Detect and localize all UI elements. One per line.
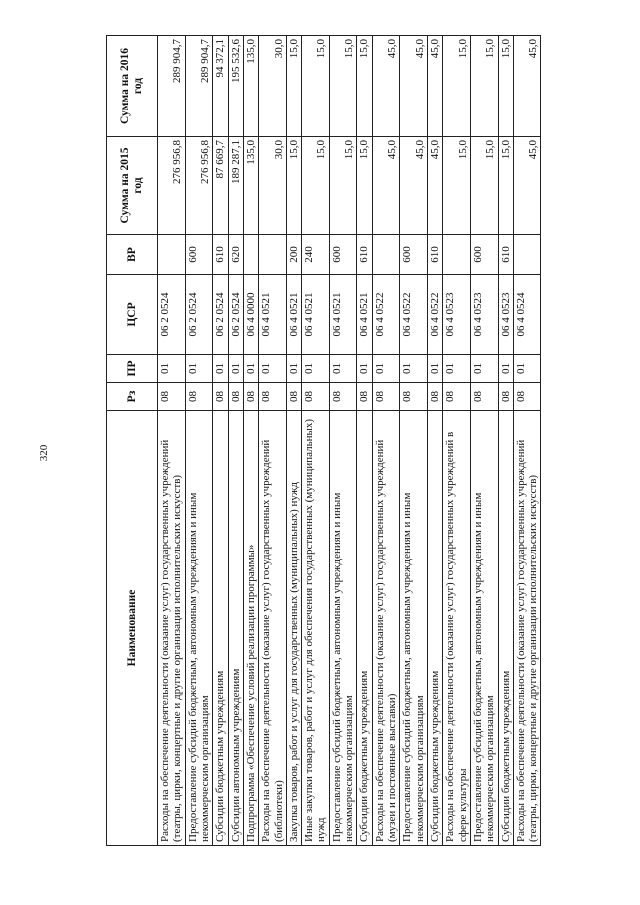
cell-pr: 01 <box>513 355 541 383</box>
cell-pr: 01 <box>498 355 513 383</box>
cell-csr: 06 2 0524 <box>213 275 228 355</box>
cell-rz: 08 <box>513 383 541 411</box>
cell-sum-2016: 30,0 <box>259 36 287 137</box>
table-row <box>286 36 301 846</box>
table-row <box>185 36 213 846</box>
cell-rz: 08 <box>443 383 471 411</box>
cell-csr: 06 4 0521 <box>259 275 287 355</box>
cell-pr: 01 <box>286 355 301 383</box>
cell-vr: 240 <box>302 235 330 275</box>
cell-csr: 06 4 0523 <box>498 275 513 355</box>
cell-sum-2016: 45,0 <box>427 36 442 137</box>
cell-rz: 08 <box>286 383 301 411</box>
cell-csr: 06 4 0521 <box>286 275 301 355</box>
header-pr: ПР <box>107 355 158 383</box>
cell-sum-2016: 289 904,7 <box>185 36 213 137</box>
cell-pr: 01 <box>243 355 258 383</box>
cell-sum-2015: 15,0 <box>443 137 471 235</box>
table-row <box>259 36 287 846</box>
cell-pr: 01 <box>228 355 243 383</box>
table-row <box>513 36 541 846</box>
cell-pr: 01 <box>329 355 357 383</box>
cell-sum-2015: 87 669,7 <box>213 137 228 235</box>
cell-pr: 01 <box>158 355 186 383</box>
cell-sum-2016: 135,0 <box>243 36 258 137</box>
cell-vr: 610 <box>498 235 513 275</box>
cell-name: Субсидии бюджетным учреждениям <box>427 411 442 846</box>
cell-name: Расходы на обеспечение деятельности (оказание услуг) государственных учреждений (музеи и постоянные выставки) <box>372 411 400 846</box>
cell-pr: 01 <box>357 355 372 383</box>
rotated-page <box>106 36 541 846</box>
cell-sum-2015: 15,0 <box>329 137 357 235</box>
cell-name: Подпрограмма «Обеспечение условий реализации программы» <box>243 411 258 846</box>
cell-sum-2015: 189 287,1 <box>228 137 243 235</box>
table-body <box>158 36 541 846</box>
cell-csr: 06 4 0523 <box>443 275 471 355</box>
cell-pr: 01 <box>427 355 442 383</box>
cell-sum-2015: 45,0 <box>372 137 400 235</box>
cell-csr: 06 4 0521 <box>357 275 372 355</box>
table-row <box>470 36 498 846</box>
cell-rz: 08 <box>243 383 258 411</box>
cell-sum-2015: 15,0 <box>470 137 498 235</box>
cell-sum-2016: 94 372,1 <box>213 36 228 137</box>
cell-name: Предоставление субсидий бюджетным, автономным учреждениям и иным некоммерческим организациям <box>185 411 213 846</box>
page-number: 320 <box>38 444 50 462</box>
cell-csr: 06 4 0522 <box>400 275 428 355</box>
cell-csr: 06 2 0524 <box>228 275 243 355</box>
table-row <box>329 36 357 846</box>
header-rz: Рз <box>107 383 158 411</box>
table-row <box>243 36 258 846</box>
cell-rz: 08 <box>357 383 372 411</box>
cell-name: Предоставление субсидий бюджетным, автономным учреждениям и иным некоммерческим организациям <box>400 411 428 846</box>
cell-vr: 600 <box>329 235 357 275</box>
cell-sum-2016: 45,0 <box>400 36 428 137</box>
cell-name: Закупка товаров, работ и услуг для государственных (муниципальных) нужд <box>286 411 301 846</box>
header-vr: ВР <box>107 235 158 275</box>
table-row <box>302 36 330 846</box>
table-row <box>372 36 400 846</box>
cell-name: Расходы на обеспечение деятельности (оказание услуг) государственных учреждений (театры, цирки, концертные и другие организации исполнительских искусств) <box>513 411 541 846</box>
cell-pr: 01 <box>213 355 228 383</box>
cell-rz: 08 <box>427 383 442 411</box>
table-row <box>427 36 442 846</box>
cell-vr: 610 <box>427 235 442 275</box>
cell-vr <box>372 235 400 275</box>
cell-sum-2016: 289 904,7 <box>158 36 186 137</box>
table-row <box>213 36 228 846</box>
cell-vr: 610 <box>357 235 372 275</box>
cell-sum-2016: 15,0 <box>302 36 330 137</box>
cell-pr: 01 <box>470 355 498 383</box>
cell-name: Предоставление субсидий бюджетным, автономным учреждениям и иным некоммерческим организациям <box>329 411 357 846</box>
cell-sum-2016: 45,0 <box>513 36 541 137</box>
header-csr: ЦСР <box>107 275 158 355</box>
cell-name: Субсидии бюджетным учреждениям <box>498 411 513 846</box>
cell-vr <box>443 235 471 275</box>
cell-csr: 06 4 0521 <box>329 275 357 355</box>
cell-csr: 06 4 0522 <box>372 275 400 355</box>
cell-pr: 01 <box>400 355 428 383</box>
cell-pr: 01 <box>259 355 287 383</box>
cell-sum-2016: 15,0 <box>443 36 471 137</box>
cell-rz: 08 <box>372 383 400 411</box>
cell-name: Субсидии бюджетным учреждениям <box>357 411 372 846</box>
cell-vr <box>243 235 258 275</box>
cell-name: Расходы на обеспечение деятельности (оказание услуг) государственных учреждений в сфере культуры <box>443 411 471 846</box>
cell-pr: 01 <box>185 355 213 383</box>
table-row <box>357 36 372 846</box>
cell-rz: 08 <box>259 383 287 411</box>
cell-sum-2016: 45,0 <box>372 36 400 137</box>
cell-sum-2015: 45,0 <box>427 137 442 235</box>
cell-pr: 01 <box>302 355 330 383</box>
cell-rz: 08 <box>185 383 213 411</box>
cell-sum-2016: 15,0 <box>498 36 513 137</box>
cell-sum-2016: 15,0 <box>286 36 301 137</box>
cell-csr: 06 2 0524 <box>185 275 213 355</box>
header-sum-2016: Сумма на 2016 год <box>107 36 158 137</box>
cell-sum-2015: 135,0 <box>243 137 258 235</box>
cell-name: Иные закупки товаров, работ и услуг для обеспечения государственных (муниципальных) нужд <box>302 411 330 846</box>
cell-csr: 06 4 0521 <box>302 275 330 355</box>
cell-rz: 08 <box>158 383 186 411</box>
cell-name: Субсидии бюджетным учреждениям <box>213 411 228 846</box>
cell-sum-2016: 15,0 <box>357 36 372 137</box>
cell-vr: 610 <box>213 235 228 275</box>
cell-sum-2015: 30,0 <box>259 137 287 235</box>
header-name: Наименование <box>107 411 158 846</box>
table-row <box>400 36 428 846</box>
cell-sum-2015: 15,0 <box>286 137 301 235</box>
header-sum-2015: Сумма на 2015 год <box>107 137 158 235</box>
cell-vr: 620 <box>228 235 243 275</box>
cell-rz: 08 <box>329 383 357 411</box>
cell-rz: 08 <box>302 383 330 411</box>
budget-table <box>106 35 541 846</box>
cell-csr: 06 4 0524 <box>513 275 541 355</box>
table-header-row <box>107 36 158 846</box>
cell-sum-2016: 15,0 <box>470 36 498 137</box>
cell-name: Субсидии автономным учреждениям <box>228 411 243 846</box>
cell-rz: 08 <box>400 383 428 411</box>
cell-csr: 06 4 0523 <box>470 275 498 355</box>
cell-vr <box>158 235 186 275</box>
cell-vr: 600 <box>185 235 213 275</box>
cell-sum-2016: 15,0 <box>329 36 357 137</box>
cell-rz: 08 <box>470 383 498 411</box>
cell-sum-2015: 45,0 <box>513 137 541 235</box>
cell-vr: 600 <box>400 235 428 275</box>
cell-sum-2016: 195 532,6 <box>228 36 243 137</box>
cell-vr: 200 <box>286 235 301 275</box>
cell-name: Предоставление субсидий бюджетным, автономным учреждениям и иным некоммерческим организациям <box>470 411 498 846</box>
cell-sum-2015: 276 956,8 <box>185 137 213 235</box>
cell-rz: 08 <box>498 383 513 411</box>
table-row <box>158 36 186 846</box>
cell-vr: 600 <box>470 235 498 275</box>
table-row <box>443 36 471 846</box>
cell-csr: 06 4 0522 <box>427 275 442 355</box>
cell-vr <box>513 235 541 275</box>
cell-name: Расходы на обеспечение деятельности (оказание услуг) государственных учреждений (библиотеки) <box>259 411 287 846</box>
cell-pr: 01 <box>443 355 471 383</box>
cell-rz: 08 <box>228 383 243 411</box>
cell-name: Расходы на обеспечение деятельности (оказание услуг) государственных учреждений (театры, цирки, концертные и другие организации исполнительских искусств) <box>158 411 186 846</box>
cell-sum-2015: 276 956,8 <box>158 137 186 235</box>
cell-sum-2015: 15,0 <box>302 137 330 235</box>
cell-pr: 01 <box>372 355 400 383</box>
cell-sum-2015: 15,0 <box>357 137 372 235</box>
cell-sum-2015: 45,0 <box>400 137 428 235</box>
table-row <box>228 36 243 846</box>
cell-rz: 08 <box>213 383 228 411</box>
cell-sum-2015: 15,0 <box>498 137 513 235</box>
cell-vr <box>259 235 287 275</box>
cell-csr: 06 4 0000 <box>243 275 258 355</box>
cell-csr: 06 2 0524 <box>158 275 186 355</box>
table-row <box>498 36 513 846</box>
